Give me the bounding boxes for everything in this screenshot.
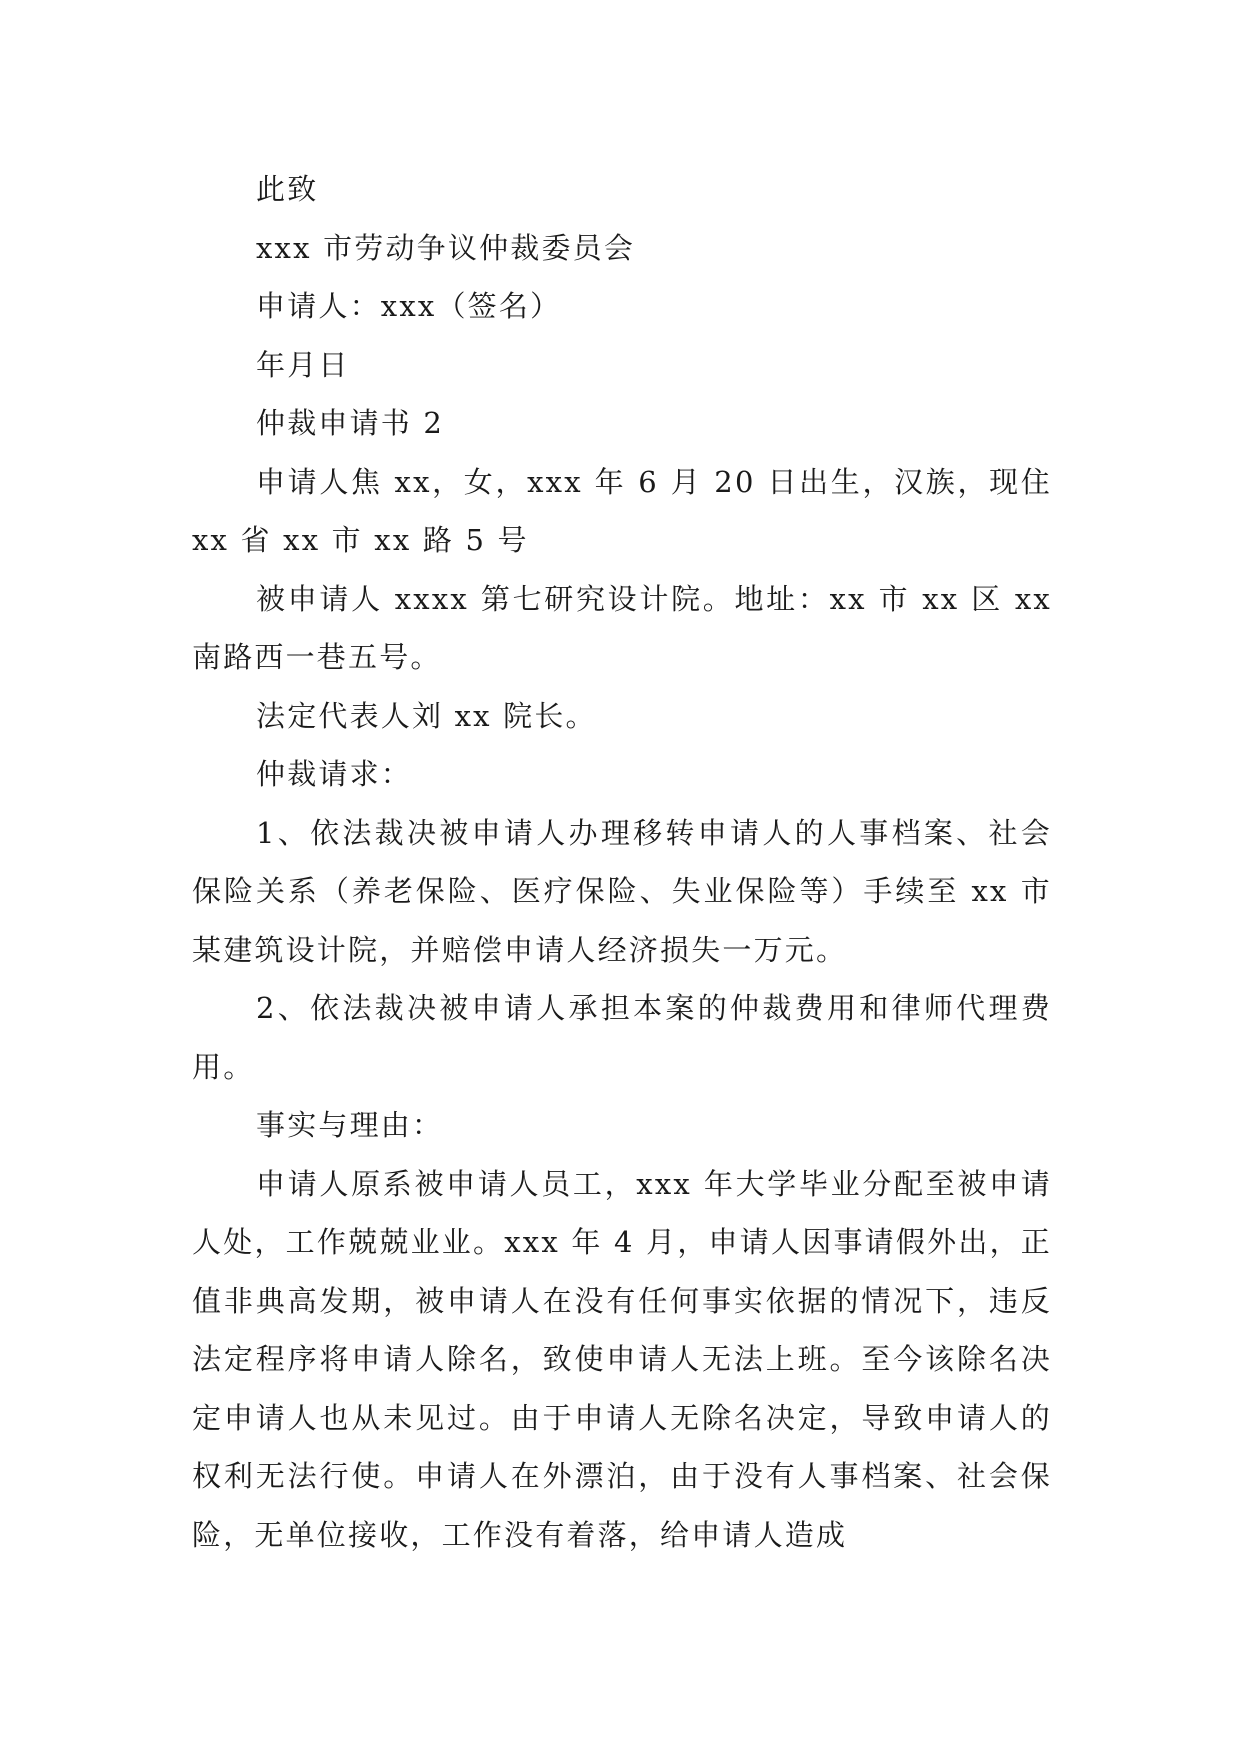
document-body [192,160,1052,1564]
respondent-info-paragraph: 被申请人 xxxx 第七研究设计院。地址：xx 市 xx 区 xx 南路西一巷五号。 [192,581,1052,674]
applicant-signature-line: 申请人：xxx（签名） [256,289,562,323]
date-line: 年月日 [256,347,350,382]
applicant-info-paragraph: 申请人焦 xx，女，xxx 年 6 月 20 日出生，汉族，现住 xx 省 xx 市 xx 路 5 号 [192,464,1052,557]
claims-heading: 仲裁请求： [256,757,413,791]
claim-item-1: 1、依法裁决被申请人办理移转申请人的人事档案、社会保险关系（养老保险、医疗保险、失业保险等）手续至 xx 市某建筑设计院，并赔偿申请人经济损失一万元。 [192,815,1052,967]
facts-heading: 事实与理由： [256,1108,444,1142]
recipient-line: xxx 市劳动争议仲裁委员会 [256,230,636,265]
legal-representative-paragraph: 法定代表人刘 xx 院长。 [256,698,597,733]
facts-paragraph: 申请人原系被申请人员工，xxx 年大学毕业分配至被申请人处，工作兢兢业业。xxx 年 4 月，申请人因事请假外出，正值非典高发期，被申请人在没有任何事实依据的情况下，违反法定程序将申请人除名，致使申请人无法上班。至今该除名决定申请人也从未见过。由于申请人无除名决定，导致申请人的权利无法行使。申请人在外漂泊，由于没有人事档案、社会保险，无单位接收，工作没有着落，给申请人造成 [192,1166,1052,1552]
closing-salutation: 此致 [256,172,319,206]
claim-item-2: 2、依法裁决被申请人承担本案的仲裁费用和律师代理费用。 [192,991,1052,1084]
section-heading: 仲裁申请书 2 [256,406,445,440]
